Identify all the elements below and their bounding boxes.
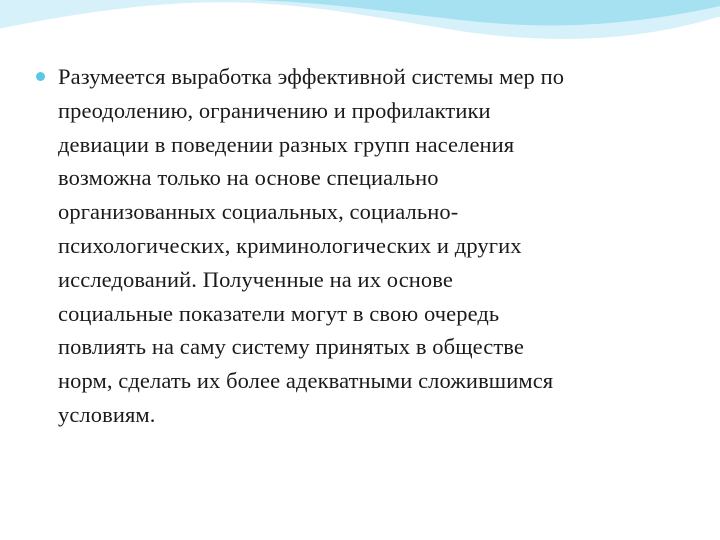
text-line: преодолению, ограничению и профилактики xyxy=(58,97,491,123)
text-line: социальные показатели могут в свою очередь xyxy=(58,300,500,326)
bullet-item xyxy=(36,60,696,432)
bullet-dot-icon xyxy=(36,72,45,81)
slide-body xyxy=(36,60,696,432)
text-line: повлиять на саму систему принятых в обществе xyxy=(58,334,524,360)
text-line: психологических, криминологических и других xyxy=(58,232,522,258)
text-line: девиации в поведении разных групп населения xyxy=(58,131,515,157)
bullet-paragraph xyxy=(58,60,696,432)
text-line: организованных социальных, социально- xyxy=(58,199,459,225)
text-line: исследований. Полученные на их основе xyxy=(58,266,453,292)
text-line: возможна только на основе специально xyxy=(58,165,439,191)
text-line: Разумеется выработка эффективной системы мер по xyxy=(58,64,565,89)
text-line: норм, сделать их более адекватными сложившимся xyxy=(58,368,554,394)
text-line: условиям. xyxy=(58,401,156,427)
